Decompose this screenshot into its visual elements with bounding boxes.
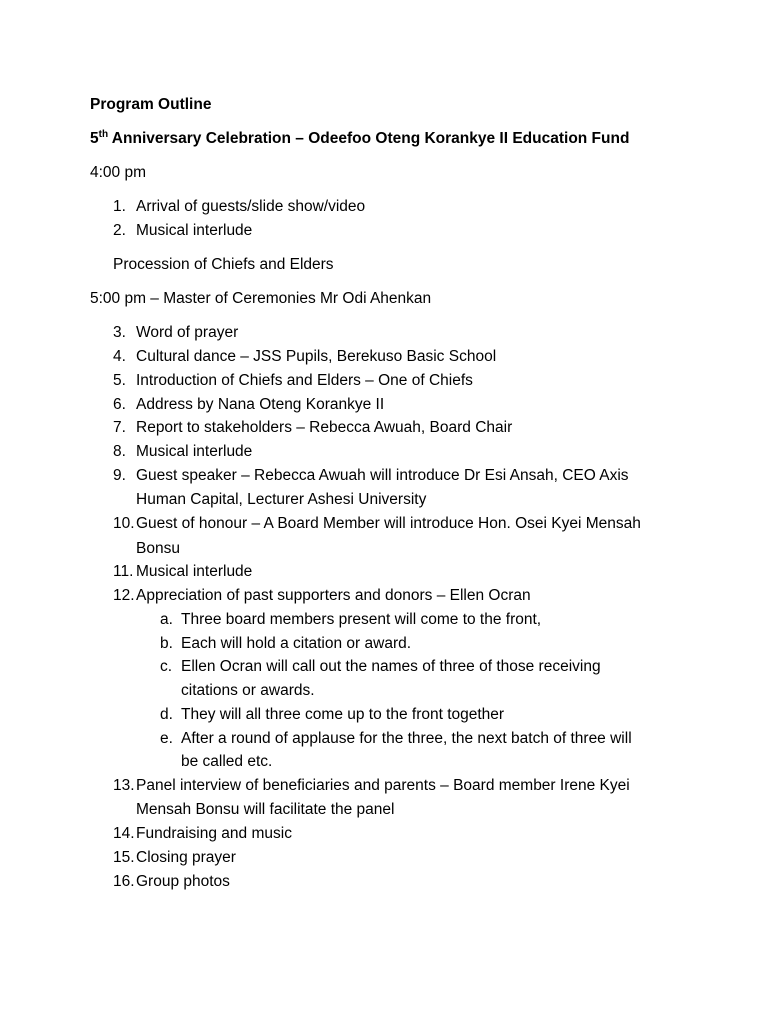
list-item-continuation: Human Capital, Lecturer Ashesi University xyxy=(136,491,427,508)
sublist-item-letter: b. xyxy=(160,635,173,652)
sublist-item: Each will hold a citation or award. xyxy=(181,635,412,652)
list-item: Guest of honour – A Board Member will introduce Hon. Osei Kyei Mensah xyxy=(136,515,641,532)
sublist-item: After a round of applause for the three, the next batch of three will xyxy=(181,730,632,747)
event-title xyxy=(90,129,629,149)
list-item: Group photos xyxy=(136,873,230,890)
sublist-item: Ellen Ocran will call out the names of three of those receiving xyxy=(181,658,601,675)
list-item: Introduction of Chiefs and Elders – One of Chiefs xyxy=(136,372,473,389)
time-heading-1: 4:00 pm xyxy=(90,164,147,181)
list-item-number: 15. xyxy=(113,849,135,866)
page-title: Program Outline xyxy=(90,96,212,113)
list-item: Musical interlude xyxy=(136,563,253,580)
list-item-number: 11. xyxy=(113,563,134,580)
list-item-number: 14. xyxy=(113,825,135,842)
list-item-number: 13. xyxy=(113,777,135,794)
list-item: Musical interlude xyxy=(136,222,253,239)
list-item: Guest speaker – Rebecca Awuah will introduce Dr Esi Ansah, CEO Axis xyxy=(136,467,629,484)
sublist-item-continuation: be called etc. xyxy=(181,753,273,770)
list-item-number: 9. xyxy=(113,467,126,484)
sublist-item-letter: c. xyxy=(160,658,173,675)
list-item: Word of prayer xyxy=(136,324,239,341)
event-title-ordinal: 5 xyxy=(90,130,99,147)
list-item: Closing prayer xyxy=(136,849,236,866)
list-item: Appreciation of past supporters and donors – Ellen Ocran xyxy=(136,587,531,604)
list-item-number: 3. xyxy=(113,324,126,341)
list-item: Report to stakeholders – Rebecca Awuah, Board Chair xyxy=(136,419,513,436)
sublist-item-letter: a. xyxy=(160,611,173,628)
list-item-continuation: Mensah Bonsu will facilitate the panel xyxy=(136,801,395,818)
sublist-item-continuation: citations or awards. xyxy=(181,682,315,699)
list-item-number: 16. xyxy=(113,873,135,890)
list-item-number: 6. xyxy=(113,396,126,413)
list-item: Cultural dance – JSS Pupils, Berekuso Basic School xyxy=(136,348,497,365)
list-item: Arrival of guests/slide show/video xyxy=(136,198,366,215)
list-item-number: 4. xyxy=(113,348,126,365)
sublist-item: They will all three come up to the front together xyxy=(181,706,505,723)
sublist-item: Three board members present will come to the front, xyxy=(181,611,542,628)
list-item: Address by Nana Oteng Korankye II xyxy=(136,396,385,413)
sublist-item-letter: e. xyxy=(160,730,173,747)
sublist-item-letter: d. xyxy=(160,706,173,723)
list-item-continuation: Bonsu xyxy=(136,540,180,557)
list-item-number: 12. xyxy=(113,587,135,604)
list-item: Fundraising and music xyxy=(136,825,292,842)
list-item-number: 7. xyxy=(113,419,126,436)
list-item: Musical interlude xyxy=(136,443,253,460)
list-item-number: 10. xyxy=(113,515,135,532)
event-title-text: Anniversary Celebration – Odeefoo Oteng Korankye II Education Fund xyxy=(108,130,630,147)
procession-line: Procession of Chiefs and Elders xyxy=(113,256,334,273)
list-item-number: 8. xyxy=(113,443,126,460)
time-heading-2: 5:00 pm – Master of Ceremonies Mr Odi Ahenkan xyxy=(90,290,432,307)
list-item-number: 5. xyxy=(113,372,126,389)
list-item-number: 1. xyxy=(113,198,126,215)
list-item-number: 2. xyxy=(113,222,126,239)
event-title-ordinal-suffix: th xyxy=(98,128,109,140)
list-item: Panel interview of beneficiaries and parents – Board member Irene Kyei xyxy=(136,777,630,794)
